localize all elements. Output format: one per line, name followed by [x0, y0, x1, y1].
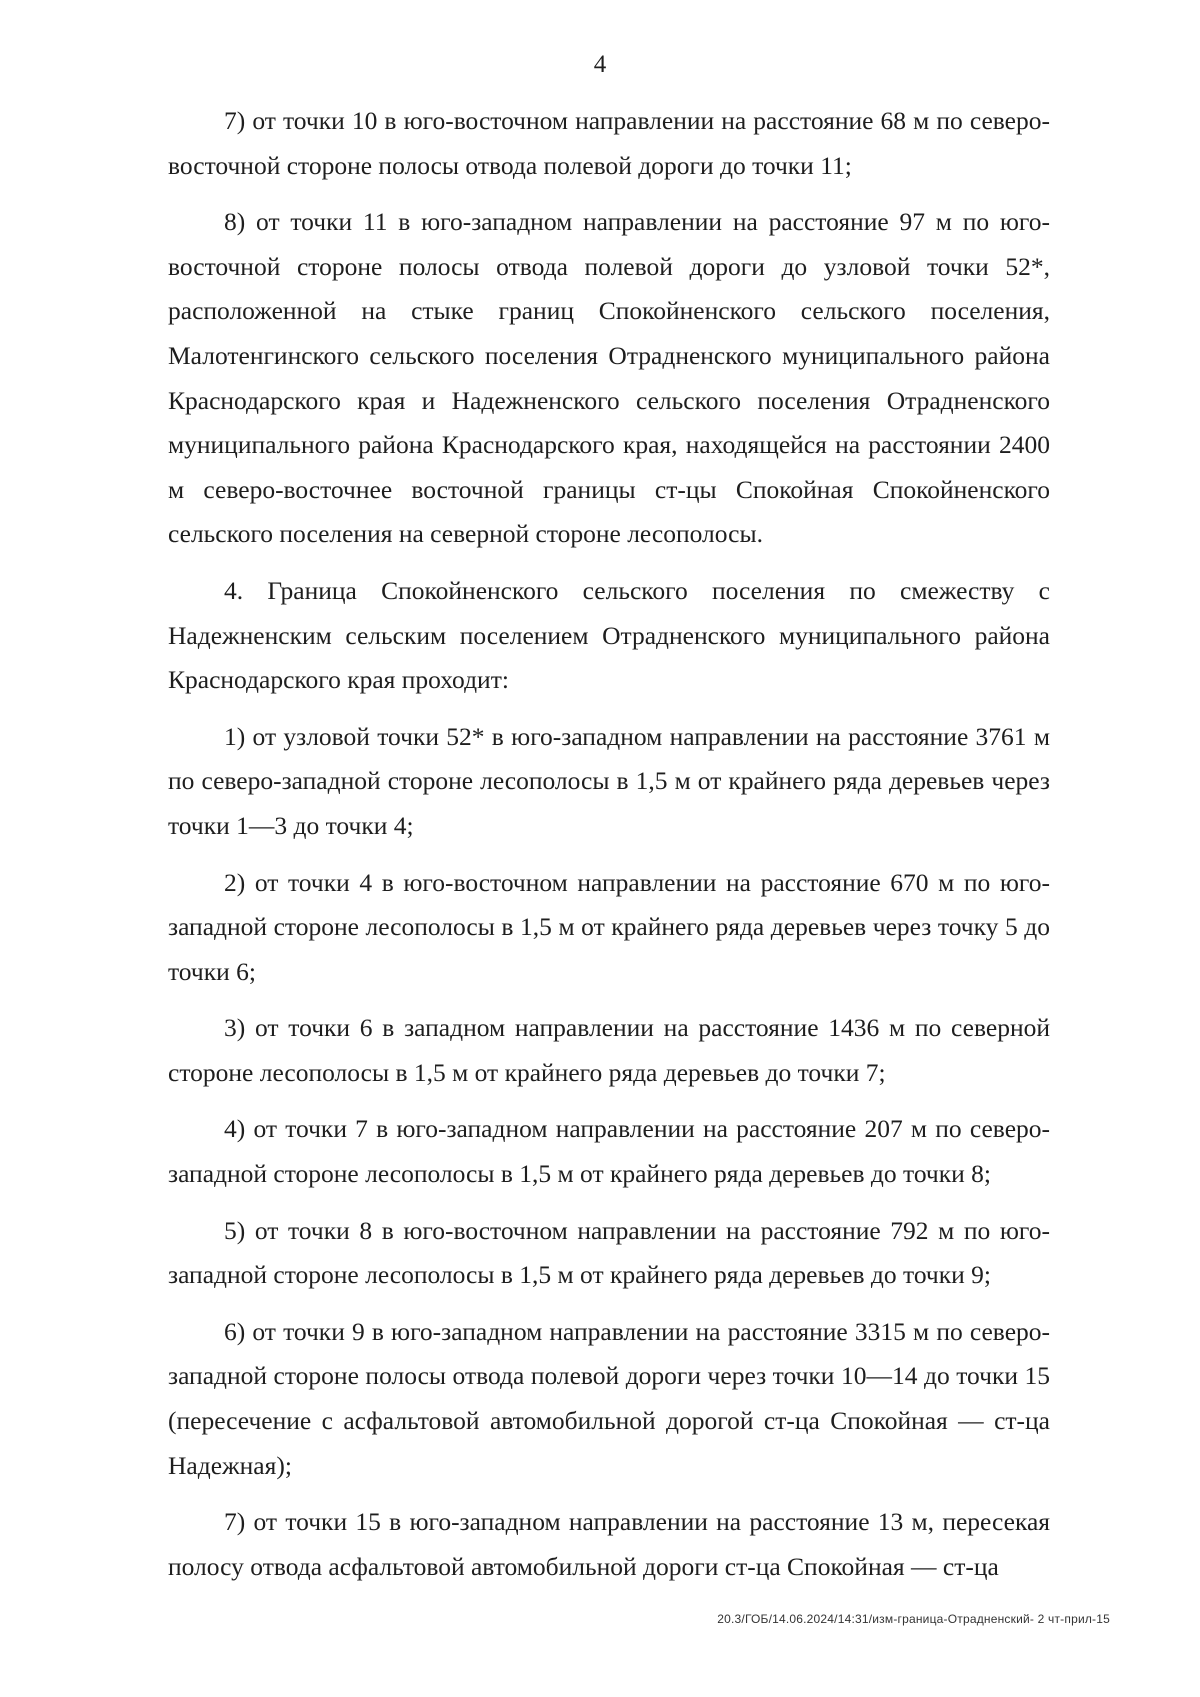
paragraph-item-2: 2) от точки 4 в юго-восточном направлении на расстояние 670 м по юго-западной стороне лесополосы в 1,5 м от крайнего ряда деревьев через точку 5 до точки 6;: [168, 867, 1050, 986]
paragraph-item-3: 3) от точки 6 в западном направлении на расстояние 1436 м по северной стороне лесополосы в 1,5 м от крайнего ряда деревьев до точки 7;: [168, 1013, 1050, 1087]
paragraph-item-5: 5) от точки 8 в юго-восточном направлении на расстояние 792 м по юго-западной стороне лесополосы в 1,5 м от крайнего ряда деревьев до точки 9;: [168, 1215, 1050, 1290]
paragraph-section-4: 4. Граница Спокойненского сельского поселения по смежеству с Надежненским сельским поселением Отрадненского муниципального района Краснодарского края проходит:: [168, 575, 1050, 695]
paragraph-item-8: 8) от точки 11 в юго-западном направлении на расстояние 97 м по юго-восточной стороне полосы отвода полевой дороги до узловой точки 52*, расположенной на стыке границ Спокойненского сельского поселения, Малотенгинского сельского поселения Отрадненского муниципального района Краснодарского края и Надежненского сельского поселения Отрадненского муниципального района Краснодарского края, находящейся на расстоянии 2400 м северо-восточнее восточной границы ст-цы Спокойная Спокойненского сельского поселения на северной стороне лесополосы.: [168, 207, 1050, 549]
paragraph-item-4: 4) от точки 7 в юго-западном направлении на расстояние 207 м по северо-западной стороне лесополосы в 1,5 м от крайнего ряда деревьев до точки 8;: [168, 1114, 1050, 1189]
document-body: [168, 99, 1050, 1589]
footer-document-code: 20.3/ГОБ/14.06.2024/14:31/изм-граница-Отрадненский- 2 чт-прил-15: [717, 1612, 1110, 1626]
paragraph-item-7-continued: 7) от точки 15 в юго-западном направлении на расстояние 13 м, пересекая полосу отвода асфальтовой автомобильной дороги ст-ца Спокойная — ст-ца: [168, 1507, 1050, 1581]
paragraph-item-1: 1) от узловой точки 52* в юго-западном направлении на расстояние 3761 м по северо-западной стороне лесополосы в 1,5 м от крайнего ряда деревьев через точки 1—3 до точки 4;: [168, 721, 1050, 840]
paragraph-item-7: 7) от точки 10 в юго-восточном направлении на расстояние 68 м по северо-восточной стороне полосы отвода полевой дороги до точки 11;: [168, 106, 1050, 180]
page-number: 4: [593, 51, 607, 78]
paragraph-item-6: 6) от точки 9 в юго-западном направлении на расстояние 3315 м по северо-западной стороне полосы отвода полевой дороги через точки 10—14 до точки 15 (пересечение с асфальтовой автомобильной дорогой ст-ца Спокойная — ст-ца Надежная);: [168, 1316, 1050, 1480]
